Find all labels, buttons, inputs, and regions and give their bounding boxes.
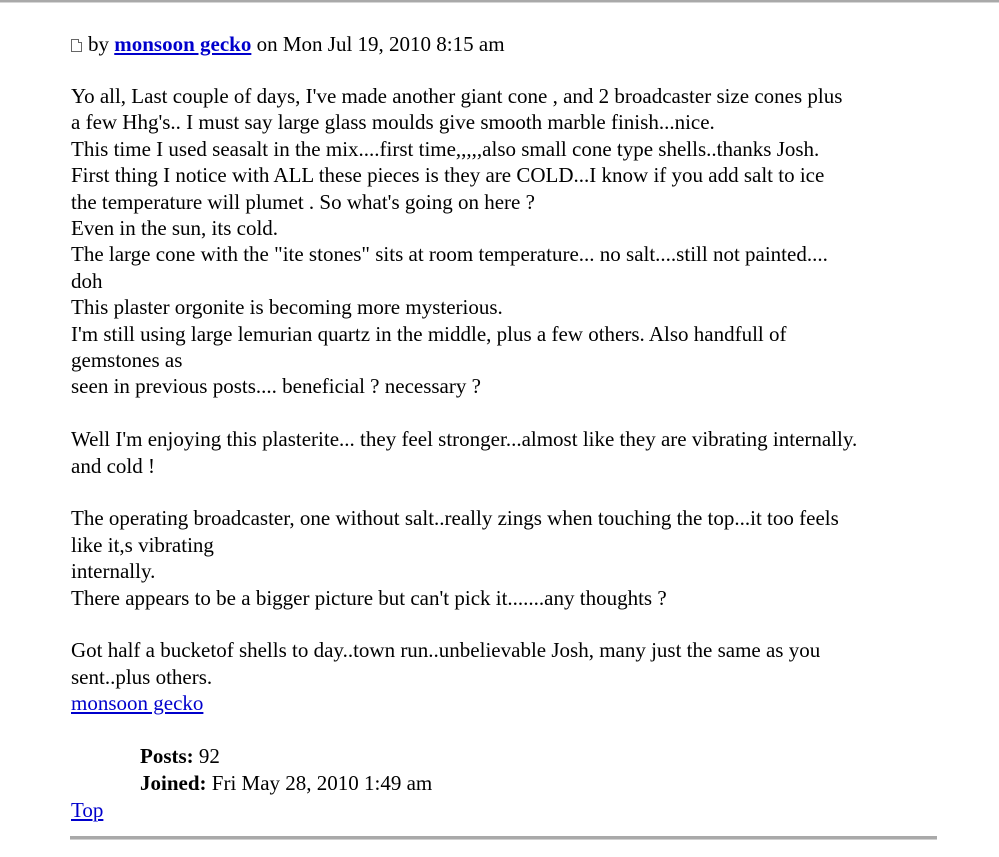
posts-value: 92	[198, 743, 220, 768]
joined-value: Fri May 28, 2010 1:49 am	[211, 770, 433, 795]
post-text-line: First thing I notice with ALL these pieces is they are COLD...I know if you add salt to ice	[71, 163, 825, 188]
signature-author-link[interactable]: monsoon gecko	[71, 691, 204, 716]
post-date: on Mon Jul 19, 2010 8:15 am	[256, 32, 505, 56]
joined-row	[140, 770, 941, 797]
post-text-line: Got half a bucketof shells to day..town run..unbelievable Josh, many just the same as you	[71, 638, 821, 663]
post-text-line: internally.	[71, 559, 156, 584]
post-body	[71, 83, 941, 690]
posts-label: Posts:	[140, 743, 194, 768]
post-text-line: like it,s vibrating	[71, 532, 214, 557]
post-document-icon[interactable]	[71, 39, 82, 52]
post-text-line: the temperature will plumet . So what's going on here ?	[71, 189, 535, 214]
blank-line	[71, 611, 941, 637]
blank-line	[71, 479, 941, 505]
post-text-line: The operating broadcaster, one without salt..really zings when touching the top...it too feels	[71, 506, 839, 531]
post-text-line: Even in the sun, its cold.	[71, 216, 279, 241]
top-link[interactable]: Top	[71, 797, 104, 822]
post-text-line: I'm still using large lemurian quartz in the middle, plus a few others. Also handfull of	[71, 321, 787, 346]
post-text-line: sent..plus others.	[71, 664, 213, 689]
post-text-line: Well I'm enjoying this plasterite... they feel stronger...almost like they are vibrating internally.	[71, 427, 858, 452]
post-text-line: seen in previous posts.... beneficial ? necessary ?	[71, 374, 481, 399]
post-divider	[70, 836, 937, 840]
by-prefix: by	[88, 32, 109, 56]
forum-post	[71, 30, 941, 823]
post-text-line: doh	[71, 268, 103, 293]
joined-label: Joined:	[140, 770, 207, 795]
author-link[interactable]: monsoon gecko	[114, 32, 252, 56]
post-text-line: The large cone with the "ite stones" sits at room temperature... no salt....still not painted....	[71, 242, 828, 267]
post-text-line: There appears to be a bigger picture but can't pick it.......any thoughts ?	[71, 585, 667, 610]
blank-line	[71, 400, 941, 426]
posts-row	[140, 743, 941, 770]
author-profile	[140, 743, 941, 797]
post-text-line: This time I used seasalt in the mix....first time,,,,,also small cone type shells..thanks Josh.	[71, 136, 820, 161]
post-text-line: and cold !	[71, 453, 155, 478]
post-byline	[71, 30, 941, 58]
top-divider	[0, 0, 999, 3]
post-text-line: a few Hhg's.. I must say large glass moulds give smooth marble finish...nice.	[71, 110, 715, 135]
post-text-line: gemstones as	[71, 348, 183, 373]
post-text-line: Yo all, Last couple of days, I've made another giant cone , and 2 broadcaster size cones plus	[71, 84, 843, 108]
post-text-line: This plaster orgonite is becoming more mysterious.	[71, 295, 503, 320]
